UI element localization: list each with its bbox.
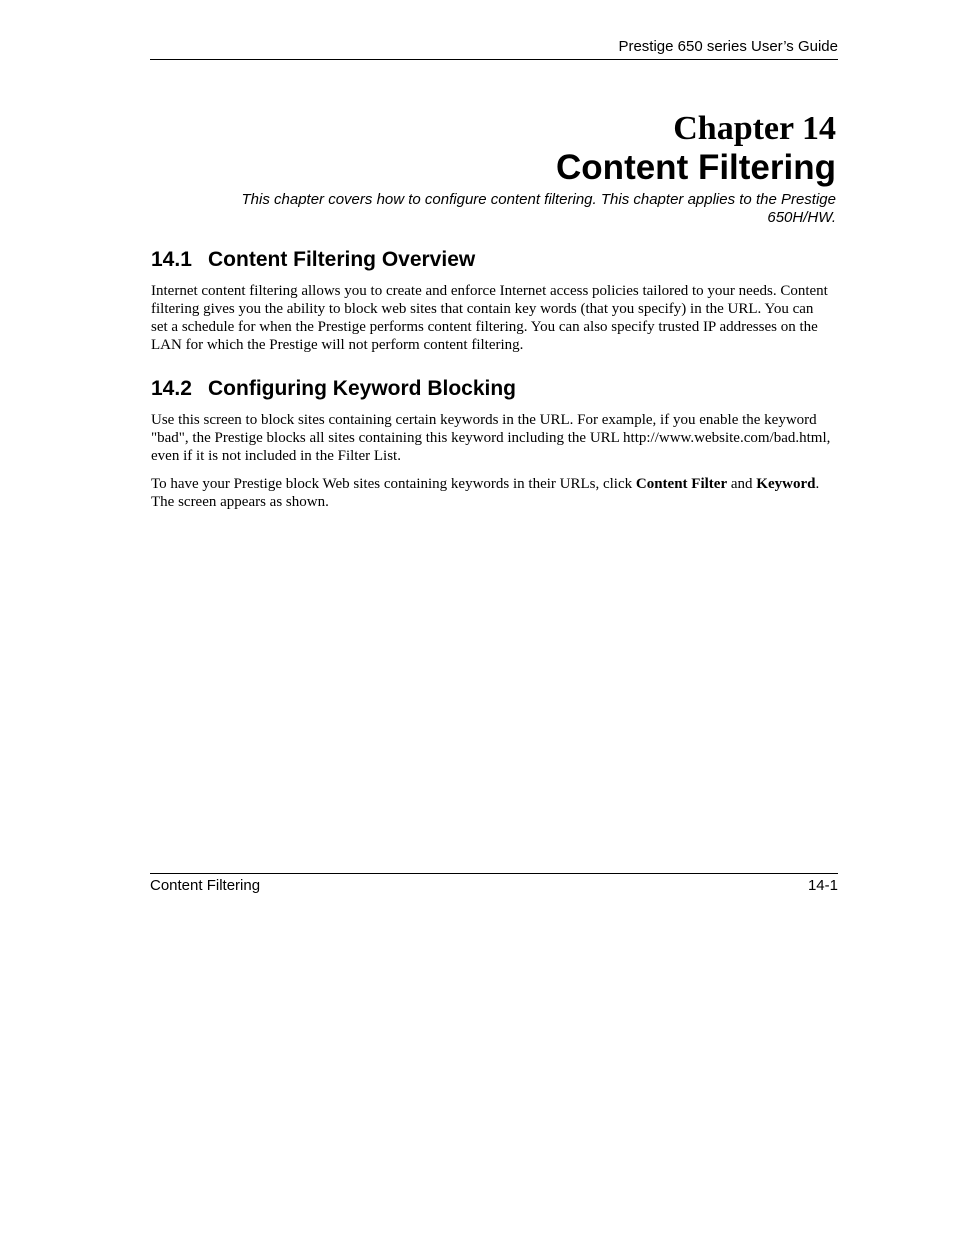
chapter-number: Chapter 14 [673,110,836,147]
section-heading-14-2 [151,376,837,402]
paragraph-text: To have your Prestige block Web sites containing keywords in their URLs, click [151,476,636,492]
running-footer [150,873,838,896]
chapter-intro-line-1: This chapter covers how to configure content filtering. This chapter applies to the Prestige [241,191,836,208]
chapter-intro-line-2: 650H/HW. [767,209,836,226]
section-title: Configuring Keyword Blocking [208,377,516,400]
keyword-paragraph-1: Use this screen to block sites containing certain keywords in the URL. For example, if you enable the keyword "bad", the Prestige blocks all sites containing this keyword including the URL http://www.website.com/bad.html, even if it is not included in the Filter List. [151,412,831,464]
section-heading-14-1 [151,247,837,273]
footer-page-number: 14-1 [807,877,838,894]
section-number: 14.2 [151,377,192,400]
footer-section-name: Content Filtering [150,877,261,894]
section-title: Content Filtering Overview [208,248,476,271]
content-filter-term: Content Filter [635,476,728,492]
keyword-term: Keyword [756,476,816,492]
paragraph-text: and [727,476,757,492]
keyword-paragraph-2 [151,475,831,511]
paragraph-text: . The screen appears as shown. [151,476,820,510]
chapter-intro [150,191,836,227]
running-header [150,37,838,60]
chapter-title: Content Filtering [556,148,836,187]
section-number: 14.1 [151,248,192,271]
guide-title: Prestige 650 series User’s Guide [618,38,838,55]
overview-paragraph: Internet content filtering allows you to create and enforce Internet access policies tailored to your needs. Content filtering gives you the ability to block web sites that contain key words (that you specify) in the URL. You can set a schedule for when the Prestige performs content filtering. You can also specify trusted IP addresses on the LAN for which the Prestige will not perform content filtering. [151,283,828,353]
